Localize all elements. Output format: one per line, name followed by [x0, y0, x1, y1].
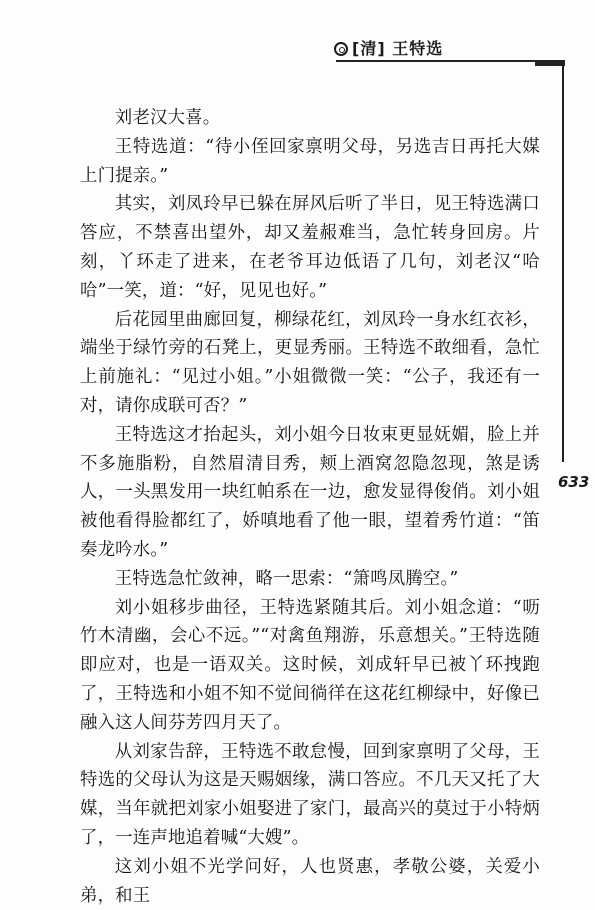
- running-header: [334, 36, 443, 59]
- body-text: [80, 104, 540, 910]
- header-title: [清] 王特选: [352, 39, 444, 58]
- paragraph: 后花园里曲廊回复，柳绿花红，刘凤玲一身水红衣衫，端坐于绿竹旁的石凳上，更显秀丽。王特选不敢细看，急忙上前施礼：“见过小姐。”小姐微微一笑：“公子，我还有一对，请你成联可否？”: [80, 309, 540, 416]
- header-rule-accent: [535, 60, 565, 66]
- double-circle-icon: [334, 42, 348, 56]
- paragraph: 从刘家告辞，王特选不敢怠慢，回到家禀明了父母，王特选的父母认为这是天赐姻缘，满口答应。不几天又托了大媒，当年就把刘家小姐娶进了家门，最高兴的莫过于小特炳了，一连声地追着喊“大嫂”。: [80, 741, 540, 848]
- paragraph: 这刘小姐不光学问好，人也贤惠，孝敬公婆，关爱小弟，和王: [80, 856, 540, 906]
- paragraph: 王特选急忙敛神，略一思索：“箫鸣凤腾空。”: [114, 568, 459, 589]
- margin-vertical-rule: [562, 60, 564, 462]
- paragraph: 王特选道：“待小侄回家禀明父母，另选吉日再托大媒上门提亲。”: [80, 136, 540, 186]
- header-rule: [336, 60, 563, 62]
- paragraph: 刘老汉大喜。: [114, 108, 221, 128]
- paragraph: 王特选这才抬起头，刘小姐今日妆束更显妩媚，脸上并不多施脂粉，自然眉清目秀，颊上酒窝忽隐忽现，煞是诱人，一头黑发用一块红帕系在一边，愈发显得俊俏。刘小姐被他看得脸都红了，娇嗔地看了他一眼，望着秀竹道：“笛奏龙吟水。”: [80, 424, 540, 560]
- page-number: 633: [558, 473, 590, 491]
- paragraph: 刘小姐移步曲径，王特选紧随其后。刘小姐念道：“呖竹木清幽，会心不远。”“对禽鱼翔游，乐意想关。”王特选随即应对，也是一语双关。这时候，刘成轩早已被丫环拽跑了，王特选和小姐不知不觉间徜徉在这花红柳绿中，好像已融入这人间芬芳四月天了。: [80, 597, 540, 733]
- paragraph: 其实，刘凤玲早已躲在屏风后听了半日，见王特选满口答应，不禁喜出望外，却又羞赧难当，急忙转身回房。片刻，丫环走了进来，在老爷耳边低语了几句，刘老汉“哈哈”一笑，道：“好，见见也好。”: [80, 194, 540, 301]
